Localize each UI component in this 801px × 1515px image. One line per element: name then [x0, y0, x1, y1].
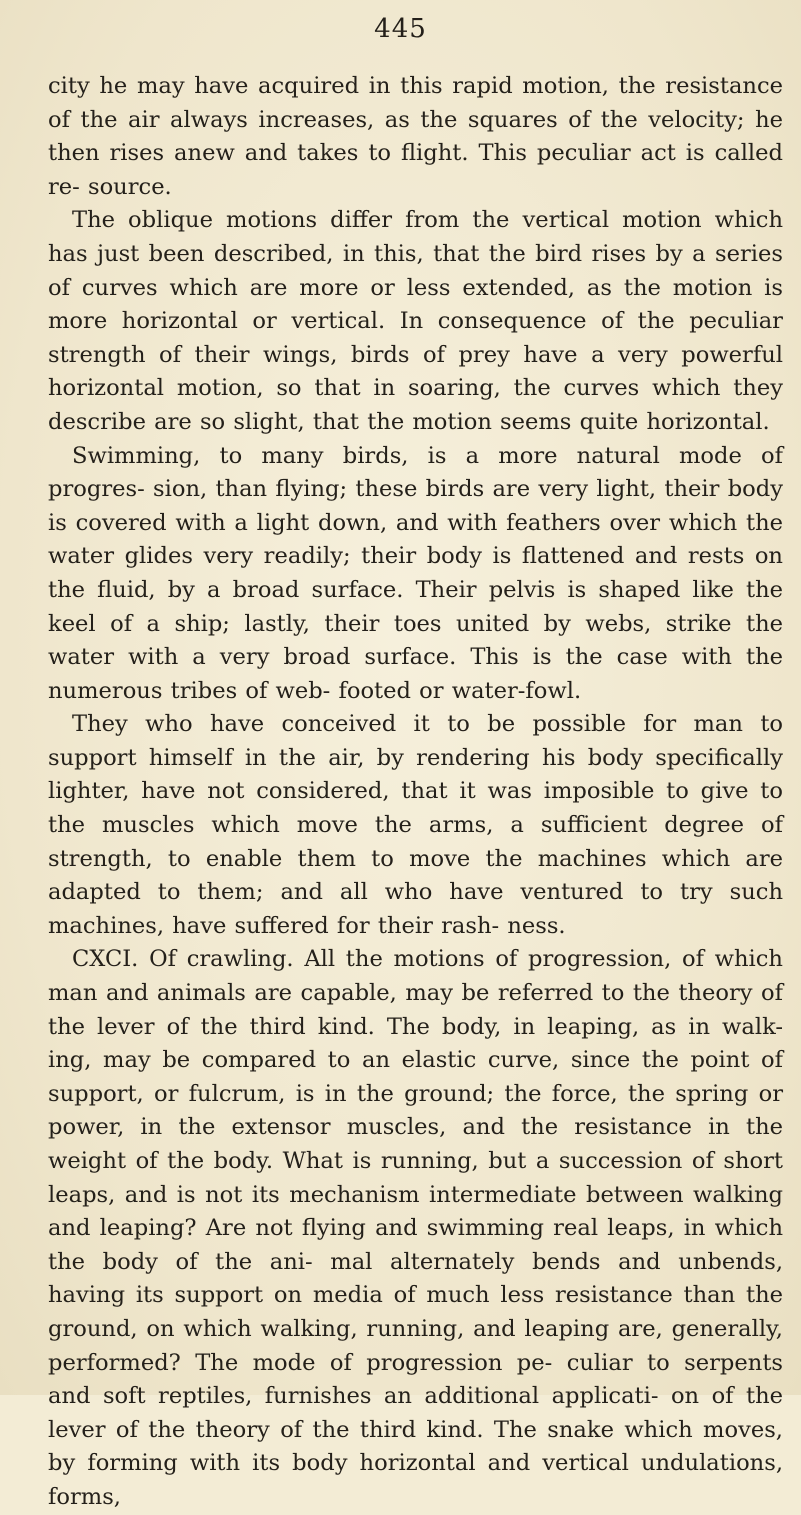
- paragraph-crawling: CXCI. Of crawling. All the motions of progression, of which man and animals are capable, may be referred to the theory of the lever of the third kind. The body, in leaping, as in walk- ing, may be compared to an elastic curve, since the point of support, or fulcrum, is in the ground; the force, the spring or power, in the extensor muscles, and the resistance in the weight of the body. What is running, but a succession of short leaps, and is not its mechanism intermediate between walking and leaping? Are not flying and swimming real leaps, in which the body of the ani- mal alternately bends and unbends, having its support on media of much less resistance than the ground, on which walking, running, and leaping are, generally, performed? The mode of progression pe- culiar to serpents and soft reptiles, furnishes an additional applicati- on of the lever of the theory of the third kind. The snake which moves, by forming with its body horizontal and vertical undulations, forms,: [48, 946, 783, 1510]
- paragraph-oblique-motions: The oblique motions differ from the vertical motion which has just been described, in this, that the bird rises by a series of curves which are more or less extended, as the motion is more horizontal or vertical. In consequence of the peculiar strength of their wings, birds of prey have a very powerful horizontal motion, so that in soaring, the curves which they describe are so slight, that the motion seems quite horizontal.: [48, 207, 783, 435]
- paragraph-continuation: city he may have acquired in this rapid motion, the resistance of the air always increases, as the squares of the velocity; he then rises anew and takes to flight. This peculiar act is called re- source.: [48, 73, 783, 200]
- page-number: 445: [374, 14, 427, 44]
- body-text: [48, 70, 783, 1515]
- paragraph-flying-machines: They who have conceived it to be possible for man to support himself in the air, by rendering his body specifically lighter, have not considered, that it was imposible to give to the muscles which move the arms, a sufficient degree of strength, to enable them to move the machines which are adapted to them; and all who have ventured to try such machines, have suffered for their rash- ness.: [48, 711, 783, 939]
- paragraph-swimming: Swimming, to many birds, is a more natural mode of progres- sion, than flying; these birds are very light, their body is covered with a light down, and with feathers over which the water glides very readily; their body is flattened and rests on the fluid, by a broad surface. Their pelvis is shaped like the keel of a ship; lastly, their toes united by webs, strike the water with a very broad surface. This is the case with the numerous tribes of web- footed or water-fowl.: [48, 442, 783, 704]
